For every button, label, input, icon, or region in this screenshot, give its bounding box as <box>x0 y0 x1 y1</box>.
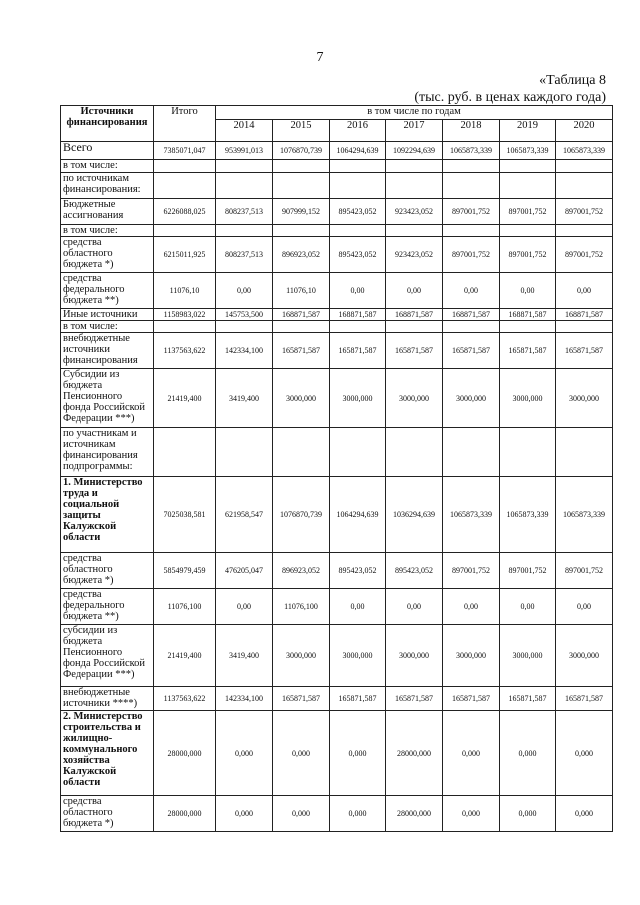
row-value: 0,00 <box>443 589 500 625</box>
row-value <box>386 160 443 173</box>
row-value: 165871,587 <box>500 687 556 711</box>
row-value <box>443 321 500 333</box>
row-value: 897001,752 <box>556 199 613 225</box>
row-value: 0,00 <box>556 273 613 309</box>
header-year: 2020 <box>556 120 613 142</box>
row-value <box>443 160 500 173</box>
row-value <box>500 160 556 173</box>
row-value: 0,00 <box>556 589 613 625</box>
row-value: 3000,000 <box>500 625 556 687</box>
table-row <box>61 428 613 477</box>
row-label: по источникам финансирования: <box>61 173 154 199</box>
row-value: 808237,513 <box>216 237 273 273</box>
row-value <box>273 428 330 477</box>
row-value <box>154 428 216 477</box>
row-value: 1064294,639 <box>330 477 386 553</box>
row-label: средства федерального бюджета **) <box>61 589 154 625</box>
row-value: 28000,000 <box>386 711 443 796</box>
row-value: 3000,000 <box>330 625 386 687</box>
row-value: 168871,587 <box>273 309 330 321</box>
row-value: 3000,000 <box>386 369 443 428</box>
row-value <box>216 225 273 237</box>
row-value: 895423,052 <box>330 553 386 589</box>
row-value <box>556 321 613 333</box>
table-body <box>61 142 613 832</box>
row-value <box>154 173 216 199</box>
row-value <box>216 173 273 199</box>
header-year: 2017 <box>386 120 443 142</box>
row-value <box>500 225 556 237</box>
row-value: 1036294,639 <box>386 477 443 553</box>
row-value: 896923,052 <box>273 237 330 273</box>
row-value: 0,000 <box>443 711 500 796</box>
header-year: 2018 <box>443 120 500 142</box>
table-row <box>61 237 613 273</box>
row-label: Субсидии из бюджета Пенсионного фонда Российской Федерации ***) <box>61 369 154 428</box>
header-year: 2014 <box>216 120 273 142</box>
row-value: 6215011,925 <box>154 237 216 273</box>
row-label: Иные источники <box>61 309 154 321</box>
row-value: 11076,10 <box>154 273 216 309</box>
row-value <box>330 225 386 237</box>
row-label: 2. Министерство строительства и жилищно-коммунального хозяйства Калужской области <box>61 711 154 796</box>
table-row <box>61 625 613 687</box>
table-row <box>61 477 613 553</box>
row-value <box>386 173 443 199</box>
row-value: 1065873,339 <box>556 142 613 160</box>
table-row <box>61 142 613 160</box>
table-row <box>61 173 613 199</box>
row-value <box>154 225 216 237</box>
row-value: 1076870,739 <box>273 477 330 553</box>
row-value: 897001,752 <box>443 553 500 589</box>
row-value: 168871,587 <box>386 309 443 321</box>
table-row <box>61 711 613 796</box>
row-value: 28000,000 <box>154 796 216 832</box>
table-row <box>61 199 613 225</box>
row-value: 3000,000 <box>556 369 613 428</box>
row-value: 897001,752 <box>500 237 556 273</box>
row-value <box>216 321 273 333</box>
row-label: по участникам и источникам финансирования подпрограммы: <box>61 428 154 477</box>
header-year: 2015 <box>273 120 330 142</box>
row-value: 1065873,339 <box>443 142 500 160</box>
row-label: средства областного бюджета *) <box>61 237 154 273</box>
table-row <box>61 687 613 711</box>
row-value <box>330 428 386 477</box>
row-label: в том числе: <box>61 160 154 173</box>
page-number: 7 <box>316 50 324 65</box>
row-value <box>556 160 613 173</box>
table-header <box>61 106 613 142</box>
row-value <box>216 160 273 173</box>
row-value: 0,00 <box>386 273 443 309</box>
row-label: в том числе: <box>61 225 154 237</box>
row-label: внебюджетные источники ****) <box>61 687 154 711</box>
row-label: внебюджетные источники финансирования <box>61 333 154 369</box>
row-value: 165871,587 <box>330 687 386 711</box>
row-value <box>500 173 556 199</box>
row-value: 6226088,025 <box>154 199 216 225</box>
header-year: 2019 <box>500 120 556 142</box>
row-value: 165871,587 <box>556 333 613 369</box>
table-row <box>61 273 613 309</box>
row-value: 168871,587 <box>330 309 386 321</box>
row-value: 0,00 <box>386 589 443 625</box>
row-value: 11076,10 <box>273 273 330 309</box>
row-value: 923423,052 <box>386 199 443 225</box>
table-title: «Таблица 8 <box>539 73 606 88</box>
header-year: 2016 <box>330 120 386 142</box>
row-value: 896923,052 <box>273 553 330 589</box>
row-value: 1137563,622 <box>154 333 216 369</box>
row-value: 165871,587 <box>500 333 556 369</box>
row-value: 142334,100 <box>216 333 273 369</box>
row-label: Всего <box>61 142 154 160</box>
row-value <box>386 225 443 237</box>
row-value <box>330 160 386 173</box>
row-value: 1065873,339 <box>500 142 556 160</box>
row-value: 28000,000 <box>386 796 443 832</box>
row-value: 1137563,622 <box>154 687 216 711</box>
table-row <box>61 309 613 321</box>
row-value <box>443 173 500 199</box>
row-value: 11076,100 <box>273 589 330 625</box>
header-total: Итого <box>154 106 216 142</box>
row-value: 3000,000 <box>330 369 386 428</box>
table-row <box>61 321 613 333</box>
row-value: 1092294,639 <box>386 142 443 160</box>
row-value: 168871,587 <box>500 309 556 321</box>
row-value: 5854979,459 <box>154 553 216 589</box>
row-value <box>386 428 443 477</box>
row-value: 1064294,639 <box>330 142 386 160</box>
row-value <box>330 321 386 333</box>
row-value: 7385071,047 <box>154 142 216 160</box>
row-value: 907999,152 <box>273 199 330 225</box>
row-value: 1065873,339 <box>443 477 500 553</box>
row-label: субсидии из бюджета Пенсионного фонда Российской Федерации ***) <box>61 625 154 687</box>
row-value: 7025038,581 <box>154 477 216 553</box>
row-value <box>273 173 330 199</box>
row-value: 953991,013 <box>216 142 273 160</box>
row-value: 0,00 <box>216 273 273 309</box>
row-value: 0,000 <box>216 711 273 796</box>
row-value: 1158983,022 <box>154 309 216 321</box>
row-value: 28000,000 <box>154 711 216 796</box>
financing-table <box>60 105 613 832</box>
row-value: 145753,500 <box>216 309 273 321</box>
table-row <box>61 796 613 832</box>
row-label: средства федерального бюджета **) <box>61 273 154 309</box>
row-label: 1. Министерство труда и социальной защиты Калужской области <box>61 477 154 553</box>
row-value <box>443 428 500 477</box>
row-value: 895423,052 <box>330 199 386 225</box>
row-label: средства областного бюджета *) <box>61 796 154 832</box>
row-value: 895423,052 <box>330 237 386 273</box>
row-value: 897001,752 <box>443 237 500 273</box>
row-value: 808237,513 <box>216 199 273 225</box>
row-value: 897001,752 <box>443 199 500 225</box>
row-value: 0,00 <box>443 273 500 309</box>
row-value: 0,000 <box>216 796 273 832</box>
row-value <box>556 225 613 237</box>
row-value: 11076,100 <box>154 589 216 625</box>
row-value <box>216 428 273 477</box>
row-value: 0,00 <box>330 273 386 309</box>
row-value: 0,000 <box>443 796 500 832</box>
row-value: 3000,000 <box>386 625 443 687</box>
row-value: 0,000 <box>273 796 330 832</box>
row-value <box>556 428 613 477</box>
row-value: 3000,000 <box>443 369 500 428</box>
row-value: 165871,587 <box>556 687 613 711</box>
row-value: 897001,752 <box>500 199 556 225</box>
header-source: Источники финансирования <box>61 106 154 142</box>
row-value: 21419,400 <box>154 369 216 428</box>
row-value: 0,00 <box>500 589 556 625</box>
row-value: 476205,047 <box>216 553 273 589</box>
row-label: Бюджетные ассигнования <box>61 199 154 225</box>
table-row <box>61 333 613 369</box>
row-value <box>273 160 330 173</box>
row-value: 165871,587 <box>443 687 500 711</box>
row-value: 165871,587 <box>273 687 330 711</box>
row-label: в том числе: <box>61 321 154 333</box>
row-label: средства областного бюджета *) <box>61 553 154 589</box>
table-row <box>61 369 613 428</box>
row-value <box>556 173 613 199</box>
row-value <box>386 321 443 333</box>
table-row <box>61 589 613 625</box>
row-value: 3000,000 <box>500 369 556 428</box>
row-value: 1076870,739 <box>273 142 330 160</box>
table-units: (тыс. руб. в ценах каждого года) <box>414 90 606 105</box>
row-value: 0,00 <box>500 273 556 309</box>
row-value: 165871,587 <box>386 333 443 369</box>
row-value: 142334,100 <box>216 687 273 711</box>
row-value: 897001,752 <box>500 553 556 589</box>
row-value: 3419,400 <box>216 369 273 428</box>
row-value: 0,000 <box>273 711 330 796</box>
row-value: 165871,587 <box>443 333 500 369</box>
row-value: 897001,752 <box>556 237 613 273</box>
row-value: 3000,000 <box>443 625 500 687</box>
row-value: 165871,587 <box>386 687 443 711</box>
row-value: 923423,052 <box>386 237 443 273</box>
row-value: 1065873,339 <box>556 477 613 553</box>
row-value: 3000,000 <box>273 369 330 428</box>
row-value: 165871,587 <box>273 333 330 369</box>
row-value: 0,000 <box>556 711 613 796</box>
row-value <box>154 160 216 173</box>
header-years-group: в том числе по годам <box>216 106 613 120</box>
row-value: 897001,752 <box>556 553 613 589</box>
row-value: 895423,052 <box>386 553 443 589</box>
table-row <box>61 160 613 173</box>
row-value: 1065873,339 <box>500 477 556 553</box>
row-value: 165871,587 <box>330 333 386 369</box>
row-value: 0,00 <box>216 589 273 625</box>
row-value <box>443 225 500 237</box>
row-value: 21419,400 <box>154 625 216 687</box>
row-value: 168871,587 <box>443 309 500 321</box>
table-row <box>61 553 613 589</box>
table-row <box>61 225 613 237</box>
row-value <box>273 225 330 237</box>
row-value: 0,000 <box>330 711 386 796</box>
row-value: 168871,587 <box>556 309 613 321</box>
row-value: 0,00 <box>330 589 386 625</box>
row-value: 3419,400 <box>216 625 273 687</box>
row-value: 0,000 <box>500 711 556 796</box>
table-caption <box>414 72 606 106</box>
row-value: 0,000 <box>330 796 386 832</box>
row-value: 621958,547 <box>216 477 273 553</box>
row-value <box>500 321 556 333</box>
row-value: 0,000 <box>500 796 556 832</box>
row-value: 0,000 <box>556 796 613 832</box>
row-value <box>330 173 386 199</box>
row-value <box>154 321 216 333</box>
row-value <box>500 428 556 477</box>
row-value: 3000,000 <box>273 625 330 687</box>
row-value: 3000,000 <box>556 625 613 687</box>
row-value <box>273 321 330 333</box>
